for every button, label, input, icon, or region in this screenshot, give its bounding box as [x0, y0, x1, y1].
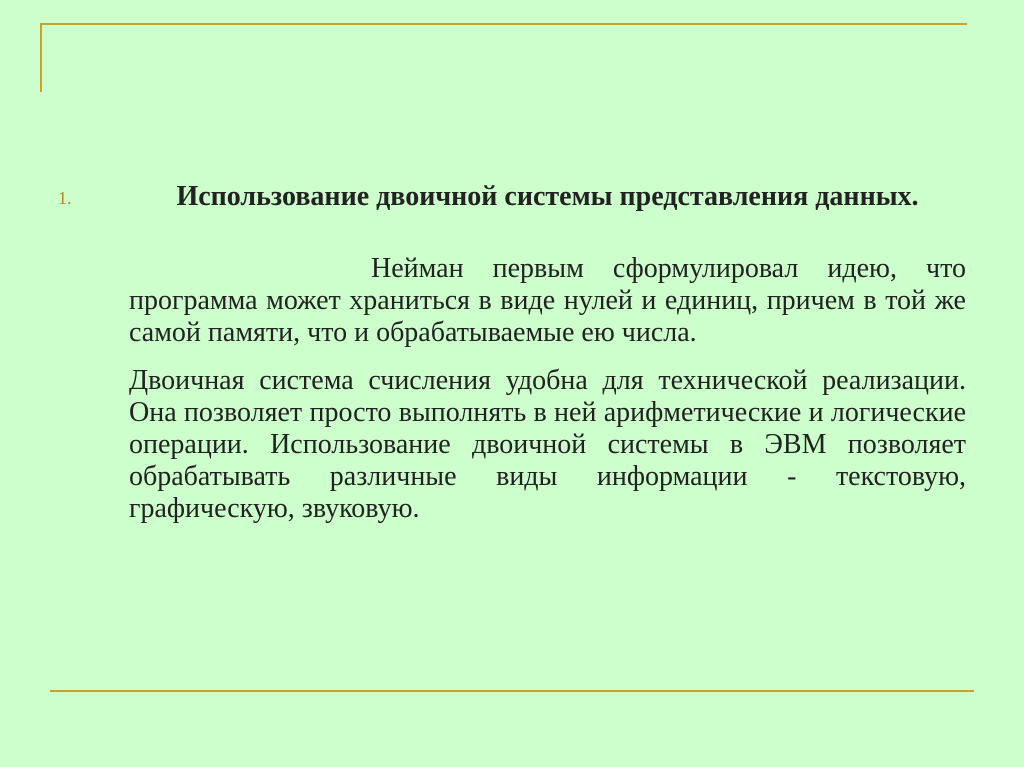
slide-heading: Использование двоичной системы представления данных.: [176, 181, 919, 212]
slide-content: [58, 181, 966, 525]
top-horizontal-rule: [40, 23, 967, 25]
top-vertical-rule: [40, 23, 42, 92]
paragraph-neumann: Нейман первым сформулировал идею, что программа может храниться в виде нулей и единиц, причем в той же самой памяти, что и обрабатываемые ею числа.: [129, 253, 966, 348]
paragraph-binary-system: Двоичная система счисления удобна для технической реализации. Она позволяет просто выполнять в ней арифметические и логические операции. Использование двоичной системы в ЭВМ позволяет обрабатывать различные виды информации - текстовую, графическую, звуковую.: [129, 365, 966, 524]
list-item-body: [129, 181, 966, 525]
list-item: [58, 181, 966, 525]
list-item-number: 1.: [58, 188, 72, 208]
bottom-horizontal-rule: [50, 690, 974, 692]
